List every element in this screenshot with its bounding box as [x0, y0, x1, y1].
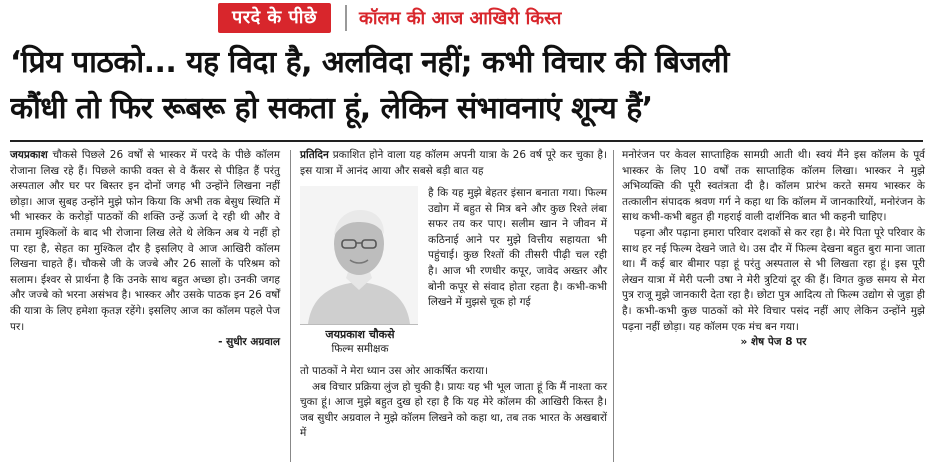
author-photo-block — [300, 186, 420, 364]
headline — [10, 40, 925, 132]
article-lower-text-2: अब विचार प्रक्रिया लुंज हो चुकी है। प्रायः यह भी भूल जाता हूं कि मैं नाश्ता कर चुका हूं। आज मुझे बहुत दुख हो रहा है कि यह मेरे कॉलम की आखिरी किस्त है। जब सुधीर अग्रवाल ने मुझे कॉलम लिखने को कहा था, तब तक भारत के अखबारों में — [300, 380, 607, 440]
headline-rule — [10, 140, 923, 142]
author-role: फिल्म समीक्षक — [331, 343, 389, 355]
editor-byline: - सुधीर अग्रवाल — [218, 336, 280, 349]
headline-line-2: कौंधी तो फिर रूबरू हो सकता हूं, लेकिन संभावनाएं शून्य हैं’ — [10, 91, 653, 126]
editor-note-paragraph — [10, 148, 280, 335]
headline-line-1: ‘प्रिय पाठको... यह विदा है, अलविदा नहीं; कभी विचार की बिजली — [10, 45, 729, 80]
article-opening — [300, 148, 607, 179]
editor-note-text: चौकसे पिछले 26 वर्षों से भास्कर में परदे के पीछे कॉलम रोजाना लिख रहे हैं। पिछले काफी वक्त से वे कैंसर से पीड़ित हैं परंतु अस्पताल और घर पर बिस्तर इन दोनों जगह भी उन्होंने लिखना नहीं छोड़ा। आज सुबह उन्होंने मुझे फोन किया कि अभी तक बेसुध स्थिति में भी भास्कर के करोड़ों पाठकों की शक्ति उन्हें ऊर्जा दे रही थी और वे तमाम मुश्किलों के बाद भी रोजाना लिख लेते थे लेकिन अब ये नहीं हो पा रहा है, सेहत का मुश्किल दौर है इसलिए वे आज आखिरी कॉलम लिखना चाहते हैं। चौकसे जी के जज्बे और 26 सालों के परिश्रम को सलाम। ईश्वर से प्रार्थना है कि उनके साथ बहुत अच्छा हो। उनकी जगह और जज्बे को भरना असंभव है। भास्कर और उसके पाठक इन 26 वर्षों की यात्रा के लिए हमेशा कृतज्ञ रहेंगे। इसलिए आज का कॉलम पहले पेज पर। — [10, 149, 280, 333]
column-divider — [290, 150, 291, 462]
editor-note-column — [10, 148, 280, 464]
header-divider — [345, 5, 347, 31]
article-lead: प्रतिदिन — [300, 149, 329, 161]
article-col3-text-1: मनोरंजन पर केवल साप्ताहिक सामग्री आती थी। स्वयं मैंने इस कॉलम के पूर्व भास्कर के लिए 10 वर्षों तक साप्ताहिक कॉलम लिखा। भास्कर ने मुझे अभिव्यक्ति की पूरी स्वतंत्रता दी है। कॉलम प्रारंभ करते समय भास्कर के तत्कालीन संपादक श्रवण गर्ग ने कहा था कि कॉलम में जानकारियों, मनोरंजन के साथ कभी-कभी बहुत ही गहराई वाली दार्शनिक बात भी कहनी चाहिए। — [622, 149, 925, 224]
editor-note-lead: जयप्रकाश — [10, 149, 48, 161]
column-subtitle: कॉलम की आज आखिरी किस्त — [359, 8, 562, 29]
article-column-2 — [300, 148, 607, 464]
article-opening-text: प्रकाशित होने वाला यह कॉलम अपनी यात्रा के 26 वर्ष पूरे कर चुका है। इस यात्रा में आनंद आया और सबसे बड़ी बात यह — [300, 149, 607, 177]
article-column-3 — [622, 148, 925, 464]
article-side-text: है कि यह मुझे बेहतर इंसान बनाता गया। फिल्म उद्योग में बहुत से मित्र बने और कुछ रिश्ते लंबा सफर तय कर पाए। सलीम खान ने जीवन में कठिनाई आने पर मुझे वित्तीय सहायता भी पहुंचाई। कुछ रिश्तों की तीसरी पीढ़ी चल रही है। आज भी रणधीर कपूर, जावेद अख्तर और बोनी कपूर से संवाद होता रहता है। कभी-कभी लिखने में मुझसे चूक हो गई — [428, 187, 607, 309]
article-col3-text-2: पढ़ना और पढ़ाना हमारा परिवार दशकों से कर रहा है। मेरे पिता पूरे परिवार के साथ हर नई फिल्म देखने जाते थे। उस दौर में फिल्म देखना बहुत बुरा माना जाता था। मैं कई बार बीमार पड़ा हूं परंतु अस्पताल से भी लिखता रहा हूं। इस पूरी लेखन यात्रा में मेरी पत्नी उषा ने मेरी त्रुटियां दूर की हैं। विगत कुछ समय से मेरा पुत्र राजू मुझे जानकारी देता रहा है। छोटा पुत्र आदित्य तो फिल्म उद्योग से जुड़ा ही है। कभी-कभी कुछ पाठकों को मेरे विचार पसंद नहीं आए लेकिन उन्होंने मुझे पढ़ना नहीं छोड़ा। यह कॉलम एक मंच बन गया। — [622, 226, 925, 333]
column-tag: परदे के पीछे — [218, 3, 331, 33]
column-divider — [613, 150, 614, 462]
column-header — [218, 2, 778, 34]
author-portrait-icon — [300, 186, 418, 324]
author-name: जयप्रकाश चौकसे — [325, 328, 395, 341]
author-photo — [300, 186, 418, 325]
article-lower-text-1: तो पाठकों ने मेरा ध्यान उस ओर आकर्षित कराया। — [300, 365, 489, 377]
continued-link[interactable]: » शेष पेज 8 पर — [740, 336, 807, 349]
article-lower — [300, 364, 607, 442]
